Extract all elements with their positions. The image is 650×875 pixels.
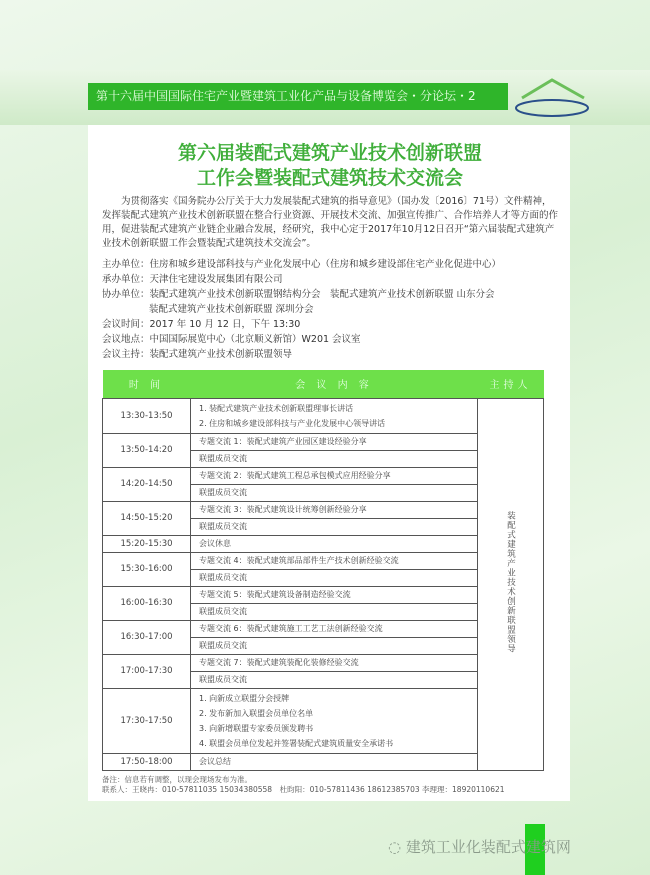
time-cell: 16:30-17:00 bbox=[103, 620, 191, 654]
time-cell: 16:00-16:30 bbox=[103, 586, 191, 620]
table-row bbox=[103, 398, 544, 433]
content-cell: 会议总结 bbox=[191, 753, 478, 770]
agenda-table bbox=[102, 370, 544, 771]
content-cell: 专题交流 2：装配式建筑工程总承包模式应用经验分享 bbox=[191, 467, 478, 484]
content-cell: 专题交流 6：装配式建筑施工工艺工法创新经验交流 bbox=[191, 620, 478, 637]
content-cell: 联盟成员交流 bbox=[191, 484, 478, 501]
content-card bbox=[88, 125, 570, 801]
time-cell: 14:20-14:50 bbox=[103, 467, 191, 501]
content-cell: 专题交流 5：装配式建筑设备制造经验交流 bbox=[191, 586, 478, 603]
content-cell: 专题交流 4：装配式建筑部品部件生产技术创新经验交流 bbox=[191, 552, 478, 569]
content-cell: 专题交流 7：装配式建筑装配化装修经验交流 bbox=[191, 654, 478, 671]
table-row bbox=[103, 552, 544, 569]
intro-paragraph: 为贯彻落实《国务院办公厅关于大力发展装配式建筑的指导意见》（国办发〔2016〕71号）文件精神，发挥装配式建筑产业技术创新联盟在整合行业资源、开展技术交流、加强宣传推广、合作培养人才等方面的作用，促进装配式建筑产业链企业融合发展，经研究，我中心定于2017年10月12日召开“第六届装配式建筑产业技术创新联盟工作会暨装配式建筑技术交流会”。 bbox=[102, 196, 559, 249]
host-cell: 装配式建筑产业技术创新联盟领导 bbox=[478, 398, 544, 770]
meeting-info: 主办单位：住房和城乡建设部科技与产业化发展中心（住房和城乡建设部住宅产业化促进中心） 承办单位：天津住宅建设发展集团有限公司 协办单位：装配式建筑产业技术创新联盟钢结构分会 装配式建筑产业技术创新联盟 山东分会 装配式建筑产业技术创新联盟 深圳分会 会议时间：2017 年 10 月 12 日，下午 13:30 会议地点：中国国际展览中心（北京顺义新馆）W201 会议室 会议主持：装配式建筑产业技术创新联盟领导 bbox=[102, 259, 502, 360]
time-cell: 14:50-15:20 bbox=[103, 501, 191, 535]
content-cell: 联盟成员交流 bbox=[191, 450, 478, 467]
table-row bbox=[103, 654, 544, 671]
footer-notes: 备注：信息若有调整，以现会现场发布为准。 联系人：王晓冉：010-57811035 15034380558 杜昀阳：010-57811436 18612385703 李理理：18920110621 bbox=[102, 774, 505, 794]
ciehi-logo bbox=[512, 78, 592, 120]
time-cell: 17:30-17:50 bbox=[103, 688, 191, 753]
banner: 第十六届中国国际住宅产业暨建筑工业化产品与设备博览会・分论坛・2 bbox=[88, 83, 508, 110]
time-cell: 17:50-18:00 bbox=[103, 753, 191, 770]
content-cell: 联盟成员交流 bbox=[191, 671, 478, 688]
time-cell: 15:20-15:30 bbox=[103, 535, 191, 552]
content-cell: 联盟成员交流 bbox=[191, 518, 478, 535]
time-cell: 13:50-14:20 bbox=[103, 433, 191, 467]
page-title: 第六届装配式建筑产业技术创新联盟 工作会暨装配式建筑技术交流会 bbox=[177, 142, 482, 189]
column-header: 时 间 bbox=[103, 370, 191, 398]
table-row bbox=[103, 620, 544, 637]
content-cell: 联盟成员交流 bbox=[191, 603, 478, 620]
table-row bbox=[103, 467, 544, 484]
content-cell: 1. 向新成立联盟分会授牌 2. 发布新加入联盟会员单位名单 3. 向新增联盟专家委员颁发聘书 4. 联盟会员单位发起并签署装配式建筑质量安全承诺书 bbox=[191, 688, 478, 753]
column-header: 会 议 内 容 bbox=[191, 370, 478, 398]
content-cell: 会议休息 bbox=[191, 535, 478, 552]
content-cell: 专题交流 1：装配式建筑产业园区建设经验分享 bbox=[191, 433, 478, 450]
content-cell: 专题交流 3：装配式建筑设计统筹创新经验分享 bbox=[191, 501, 478, 518]
table-row bbox=[103, 586, 544, 603]
content-cell: 联盟成员交流 bbox=[191, 637, 478, 654]
table-row bbox=[103, 433, 544, 450]
table-row bbox=[103, 688, 544, 753]
wechat-icon: ◌ bbox=[388, 838, 406, 856]
watermark: ◌ 建筑工业化装配式建筑网 bbox=[388, 838, 571, 856]
content-cell: 联盟成员交流 bbox=[191, 569, 478, 586]
time-cell: 17:00-17:30 bbox=[103, 654, 191, 688]
table-row bbox=[103, 753, 544, 770]
content-cell: 1. 装配式建筑产业技术创新联盟理事长讲话 2. 住房和城乡建设部科技与产业化发展中心领导讲话 bbox=[191, 398, 478, 433]
column-header: 主持人 bbox=[478, 370, 544, 398]
table-row bbox=[103, 535, 544, 552]
time-cell: 15:30-16:00 bbox=[103, 552, 191, 586]
time-cell: 13:30-13:50 bbox=[103, 398, 191, 433]
table-row bbox=[103, 501, 544, 518]
